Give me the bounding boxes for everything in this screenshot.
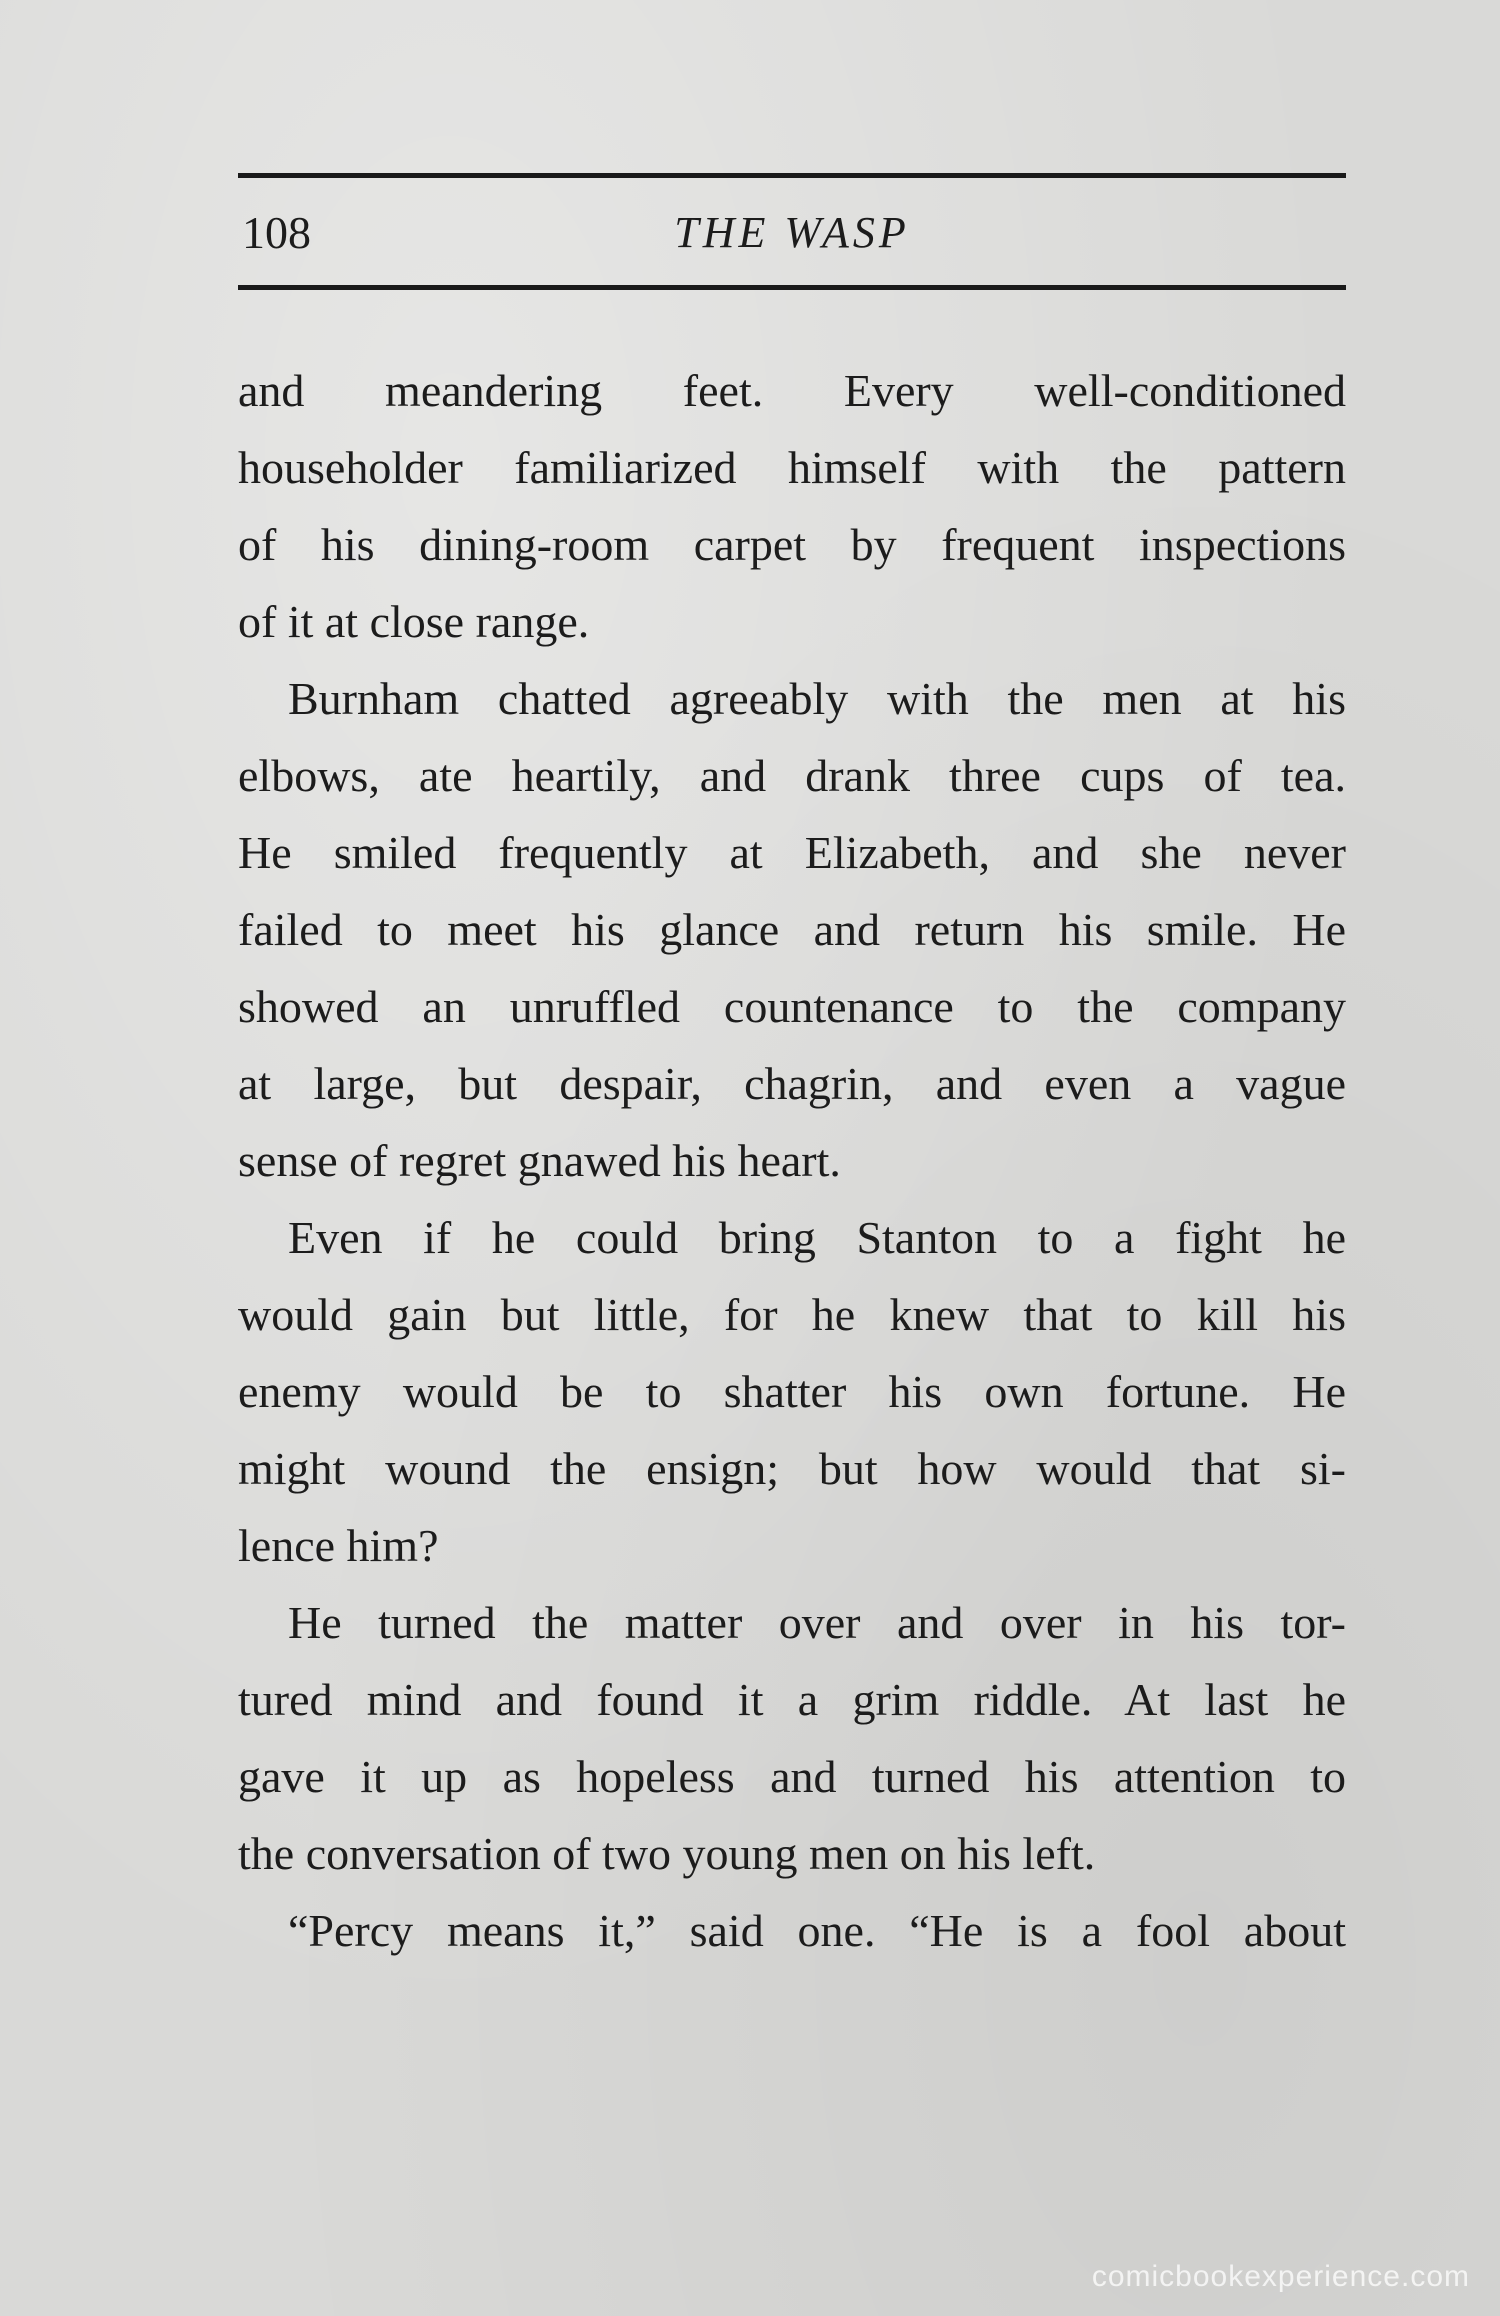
- page-header: [238, 200, 1346, 270]
- page-number: 108: [242, 207, 311, 258]
- text-line: would gain but little, for he knew that to kill his: [238, 1289, 1346, 1340]
- body-text: [238, 352, 1346, 1969]
- watermark: comicbookexperience.com: [1091, 2260, 1470, 2293]
- text-line: “Percy means it,” said one. “He is a fool about: [288, 1905, 1346, 1956]
- text-line: He smiled frequently at Elizabeth, and she never: [238, 827, 1346, 878]
- text-line: Burnham chatted agreeably with the men at his: [288, 673, 1346, 724]
- text-line: of his dining-room carpet by frequent inspections: [238, 519, 1346, 570]
- text-line: might wound the ensign; but how would that si-: [238, 1443, 1346, 1494]
- text-line: gave it up as hopeless and turned his attention to: [238, 1751, 1346, 1802]
- header-top-rule: [238, 173, 1346, 178]
- text-line: elbows, ate heartily, and drank three cups of tea.: [238, 750, 1346, 801]
- text-line: of it at close range.: [238, 596, 590, 647]
- text-line: Even if he could bring Stanton to a fight he: [288, 1212, 1346, 1263]
- text-line: lence him?: [238, 1520, 439, 1571]
- text-line: the conversation of two young men on his left.: [238, 1828, 1096, 1879]
- text-line: failed to meet his glance and return his smile. He: [238, 904, 1346, 955]
- text-line: enemy would be to shatter his own fortune. He: [238, 1366, 1346, 1417]
- text-line: showed an unruffled countenance to the company: [238, 981, 1346, 1032]
- text-line: and meandering feet. Every well-conditioned: [238, 365, 1346, 416]
- text-line: sense of regret gnawed his heart.: [238, 1135, 841, 1186]
- text-line: at large, but despair, chagrin, and even a vague: [238, 1058, 1346, 1109]
- header-bottom-rule: [238, 285, 1346, 290]
- text-line: householder familiarized himself with the pattern: [238, 442, 1346, 493]
- text-line: tured mind and found it a grim riddle. At last he: [238, 1674, 1346, 1725]
- text-line: He turned the matter over and over in his tor-: [288, 1597, 1346, 1648]
- running-title: THE WASP: [674, 208, 910, 257]
